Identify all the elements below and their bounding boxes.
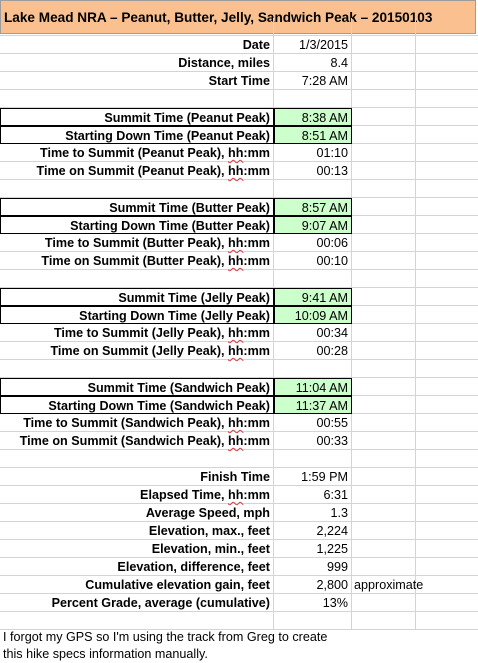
value-cell[interactable]: 11:04 AM	[274, 378, 352, 396]
empty-cell[interactable]	[416, 522, 478, 540]
empty-cell[interactable]	[416, 252, 478, 270]
value-cell[interactable]: 00:34	[274, 324, 352, 342]
label-text: :mm	[243, 344, 270, 358]
value-cell[interactable]	[274, 450, 352, 468]
note-cell[interactable]	[352, 396, 416, 414]
label-cell[interactable]	[0, 432, 274, 450]
value-cell[interactable]	[274, 18, 352, 36]
note-cell[interactable]	[352, 90, 416, 108]
empty-cell[interactable]	[416, 450, 478, 468]
empty-cell[interactable]	[416, 594, 478, 612]
sheet-row	[0, 432, 478, 450]
note-cell[interactable]	[352, 540, 416, 558]
label-text: Time to Summit (Butter Peak),	[44, 236, 229, 250]
empty-cell[interactable]	[416, 576, 478, 594]
value-cell[interactable]	[274, 180, 352, 198]
label-cell[interactable]: Cumulative elevation gain, feet	[0, 576, 274, 594]
value-cell[interactable]: 00:06	[274, 234, 352, 252]
value-cell[interactable]: 999	[274, 558, 352, 576]
sheet-row	[0, 36, 478, 54]
value-cell[interactable]: 1,225	[274, 540, 352, 558]
blank-row	[0, 180, 478, 198]
empty-cell[interactable]	[416, 36, 478, 54]
note-cell[interactable]	[352, 432, 416, 450]
empty-cell[interactable]	[416, 198, 478, 216]
note-cell[interactable]	[352, 414, 416, 432]
sheet-row	[0, 72, 478, 90]
label-text: :mm	[243, 236, 270, 250]
sheet-title[interactable]: Lake Mead NRA – Peanut, Butter, Jelly, Sandwich Peak – 20150103	[0, 0, 476, 34]
note-cell[interactable]	[352, 360, 416, 378]
sheet-row	[0, 342, 478, 360]
sheet-row	[0, 540, 478, 558]
label-cell[interactable]	[0, 144, 274, 162]
label-cell[interactable]	[0, 612, 274, 630]
value-cell[interactable]: 10:09 AM	[274, 306, 352, 324]
value-cell[interactable]	[274, 90, 352, 108]
sheet-row	[0, 252, 478, 270]
note-cell[interactable]	[352, 270, 416, 288]
empty-cell[interactable]	[416, 234, 478, 252]
value-cell[interactable]: 00:55	[274, 414, 352, 432]
sheet-row	[0, 324, 478, 342]
label-text-spellcheck: hh	[228, 416, 244, 430]
note-cell[interactable]	[352, 234, 416, 252]
label-cell[interactable]: Starting Down Time (Jelly Peak)	[0, 306, 274, 324]
label-cell[interactable]: Starting Down Time (Sandwich Peak)	[0, 396, 274, 414]
label-text-spellcheck: hh	[228, 434, 244, 448]
blank-row	[0, 90, 478, 108]
blank-row	[0, 450, 478, 468]
sheet-row	[0, 594, 478, 612]
value-cell[interactable]	[274, 360, 352, 378]
value-cell[interactable]: 13%	[274, 594, 352, 612]
label-text: :mm	[243, 146, 270, 160]
label-cell[interactable]	[0, 450, 274, 468]
label-cell[interactable]: Summit Time (Sandwich Peak)	[0, 378, 274, 396]
value-cell[interactable]: 8:57 AM	[274, 198, 352, 216]
label-text: Time on Summit (Butter Peak),	[41, 254, 229, 268]
empty-cell[interactable]	[416, 270, 478, 288]
sheet-row	[0, 126, 478, 144]
label-cell[interactable]: Starting Down Time (Butter Peak)	[0, 216, 274, 234]
label-text: :mm	[243, 434, 270, 448]
value-cell[interactable]: 00:28	[274, 342, 352, 360]
label-cell[interactable]: Elevation, max., feet	[0, 522, 274, 540]
empty-cell[interactable]	[416, 90, 478, 108]
label-cell[interactable]: Elevation, difference, feet	[0, 558, 274, 576]
value-cell[interactable]: 8:51 AM	[274, 126, 352, 144]
value-cell[interactable]: 2,224	[274, 522, 352, 540]
note-cell[interactable]	[352, 126, 416, 144]
blank-row	[0, 18, 478, 36]
note-cell[interactable]	[352, 558, 416, 576]
label-cell[interactable]	[0, 270, 274, 288]
value-cell[interactable]: 00:33	[274, 432, 352, 450]
value-cell[interactable]: 8:38 AM	[274, 108, 352, 126]
label-cell[interactable]	[0, 342, 274, 360]
value-cell[interactable]: 7:28 AM	[274, 72, 352, 90]
label-text-spellcheck: hh	[228, 326, 244, 340]
label-text: :mm	[243, 254, 270, 268]
empty-cell[interactable]	[416, 18, 478, 36]
sheet-row	[0, 504, 478, 522]
value-cell[interactable]: 9:41 AM	[274, 288, 352, 306]
empty-cell[interactable]	[416, 180, 478, 198]
value-cell[interactable]	[274, 270, 352, 288]
label-text: Time on Summit (Sandwich Peak),	[19, 434, 229, 448]
label-text: Time to Summit (Sandwich Peak),	[23, 416, 229, 430]
label-text: Time to Summit (Jelly Peak),	[53, 326, 229, 340]
note-cell[interactable]	[352, 306, 416, 324]
label-cell[interactable]: Starting Down Time (Peanut Peak)	[0, 126, 274, 144]
label-cell[interactable]: Average Speed, mph	[0, 504, 274, 522]
empty-cell[interactable]	[416, 126, 478, 144]
sheet-row	[0, 306, 478, 324]
sheet-row	[0, 522, 478, 540]
note-cell[interactable]	[352, 198, 416, 216]
sheet-row	[0, 162, 478, 180]
empty-cell[interactable]	[416, 432, 478, 450]
label-cell[interactable]: Summit Time (Peanut Peak)	[0, 108, 274, 126]
label-text: :mm	[243, 488, 270, 502]
sheet-row	[0, 144, 478, 162]
note-cell[interactable]	[352, 180, 416, 198]
note-cell[interactable]	[352, 252, 416, 270]
sheet-row	[0, 378, 478, 396]
sheet-row	[0, 234, 478, 252]
sheet-row	[0, 216, 478, 234]
empty-cell[interactable]	[416, 540, 478, 558]
label-text-spellcheck: hh	[228, 146, 244, 160]
note-cell[interactable]	[352, 72, 416, 90]
label-cell[interactable]: Distance, miles	[0, 54, 274, 72]
label-cell[interactable]	[0, 252, 274, 270]
empty-cell[interactable]	[416, 396, 478, 414]
label-text-spellcheck: hh	[228, 344, 244, 358]
value-cell[interactable]: 01:10	[274, 144, 352, 162]
label-text-spellcheck: hh	[228, 254, 244, 268]
value-cell[interactable]: 1.3	[274, 504, 352, 522]
empty-cell[interactable]	[416, 486, 478, 504]
label-text-spellcheck: hh	[228, 164, 244, 178]
sheet-row	[0, 288, 478, 306]
footnote-line-1: I forgot my GPS so I'm using the track from Greg to create	[3, 630, 328, 644]
empty-cell[interactable]	[416, 324, 478, 342]
sheet-row	[0, 414, 478, 432]
label-text: Elapsed Time,	[140, 488, 229, 502]
note-cell[interactable]: approximate	[354, 578, 424, 592]
empty-cell[interactable]	[416, 360, 478, 378]
empty-cell[interactable]	[416, 342, 478, 360]
note-cell[interactable]	[352, 144, 416, 162]
value-cell[interactable]: 6:31	[274, 486, 352, 504]
note-cell[interactable]	[352, 324, 416, 342]
blank-row	[0, 270, 478, 288]
label-cell[interactable]	[0, 162, 274, 180]
note-cell[interactable]	[352, 522, 416, 540]
blank-row	[0, 612, 478, 630]
empty-cell[interactable]	[416, 468, 478, 486]
sheet-row	[0, 558, 478, 576]
label-cell[interactable]	[0, 180, 274, 198]
label-text: :mm	[243, 416, 270, 430]
value-cell[interactable]: 1:59 PM	[274, 468, 352, 486]
label-cell[interactable]: Summit Time (Butter Peak)	[0, 198, 274, 216]
label-text-spellcheck: hh	[228, 488, 244, 502]
value-cell[interactable]: 00:13	[274, 162, 352, 180]
empty-cell[interactable]	[416, 558, 478, 576]
note-cell[interactable]	[352, 504, 416, 522]
sheet-row	[0, 198, 478, 216]
label-cell[interactable]: Start Time	[0, 72, 274, 90]
label-cell[interactable]	[0, 324, 274, 342]
label-cell[interactable]	[0, 18, 274, 36]
note-cell[interactable]	[352, 468, 416, 486]
label-cell[interactable]: Elevation, min., feet	[0, 540, 274, 558]
label-text: Time to Summit (Peanut Peak),	[40, 146, 229, 160]
value-cell[interactable]	[274, 612, 352, 630]
note-cell[interactable]	[352, 216, 416, 234]
label-cell[interactable]: Summit Time (Jelly Peak)	[0, 288, 274, 306]
value-cell[interactable]: 9:07 AM	[274, 216, 352, 234]
blank-row	[0, 360, 478, 378]
empty-cell[interactable]	[416, 216, 478, 234]
sheet-row	[0, 108, 478, 126]
label-cell[interactable]	[0, 90, 274, 108]
label-text: :mm	[243, 326, 270, 340]
note-cell[interactable]	[352, 162, 416, 180]
sheet-row	[0, 576, 478, 594]
label-cell[interactable]	[0, 414, 274, 432]
empty-cell[interactable]	[416, 108, 478, 126]
note-cell[interactable]	[352, 18, 416, 36]
label-cell[interactable]: Finish Time	[0, 468, 274, 486]
label-text: :mm	[243, 164, 270, 178]
sheet-row	[0, 468, 478, 486]
note-cell[interactable]	[352, 486, 416, 504]
sheet-row	[0, 486, 478, 504]
label-cell[interactable]: Date	[0, 36, 274, 54]
label-cell[interactable]: Percent Grade, average (cumulative)	[0, 594, 274, 612]
value-cell[interactable]: 8.4	[274, 54, 352, 72]
footnote[interactable]	[3, 629, 363, 663]
note-cell[interactable]	[352, 108, 416, 126]
empty-cell[interactable]	[416, 504, 478, 522]
note-cell[interactable]	[352, 612, 416, 630]
note-cell[interactable]	[352, 342, 416, 360]
sheet-row	[0, 396, 478, 414]
empty-cell[interactable]	[416, 72, 478, 90]
note-cell[interactable]	[352, 288, 416, 306]
empty-cell[interactable]	[416, 306, 478, 324]
value-cell[interactable]: 2,800	[274, 576, 352, 594]
label-cell[interactable]	[0, 486, 274, 504]
sheet-row	[0, 54, 478, 72]
empty-cell[interactable]	[416, 288, 478, 306]
value-cell[interactable]: 1/3/2015	[274, 36, 352, 54]
note-cell[interactable]	[352, 378, 416, 396]
note-cell[interactable]	[352, 450, 416, 468]
label-cell[interactable]	[0, 234, 274, 252]
value-cell[interactable]: 11:37 AM	[274, 396, 352, 414]
empty-cell[interactable]	[416, 612, 478, 630]
empty-cell[interactable]	[416, 144, 478, 162]
footnote-line-2: this hike specs information manually.	[3, 647, 208, 661]
label-cell[interactable]	[0, 360, 274, 378]
empty-cell[interactable]	[416, 54, 478, 72]
label-text: Time on Summit (Peanut Peak),	[36, 164, 229, 178]
note-cell[interactable]	[352, 36, 416, 54]
empty-cell[interactable]	[416, 414, 478, 432]
label-text: Time on Summit (Jelly Peak),	[50, 344, 229, 358]
note-cell[interactable]	[352, 54, 416, 72]
note-cell[interactable]	[352, 594, 416, 612]
label-text-spellcheck: hh	[228, 236, 244, 250]
empty-cell[interactable]	[416, 378, 478, 396]
empty-cell[interactable]	[416, 162, 478, 180]
value-cell[interactable]: 00:10	[274, 252, 352, 270]
